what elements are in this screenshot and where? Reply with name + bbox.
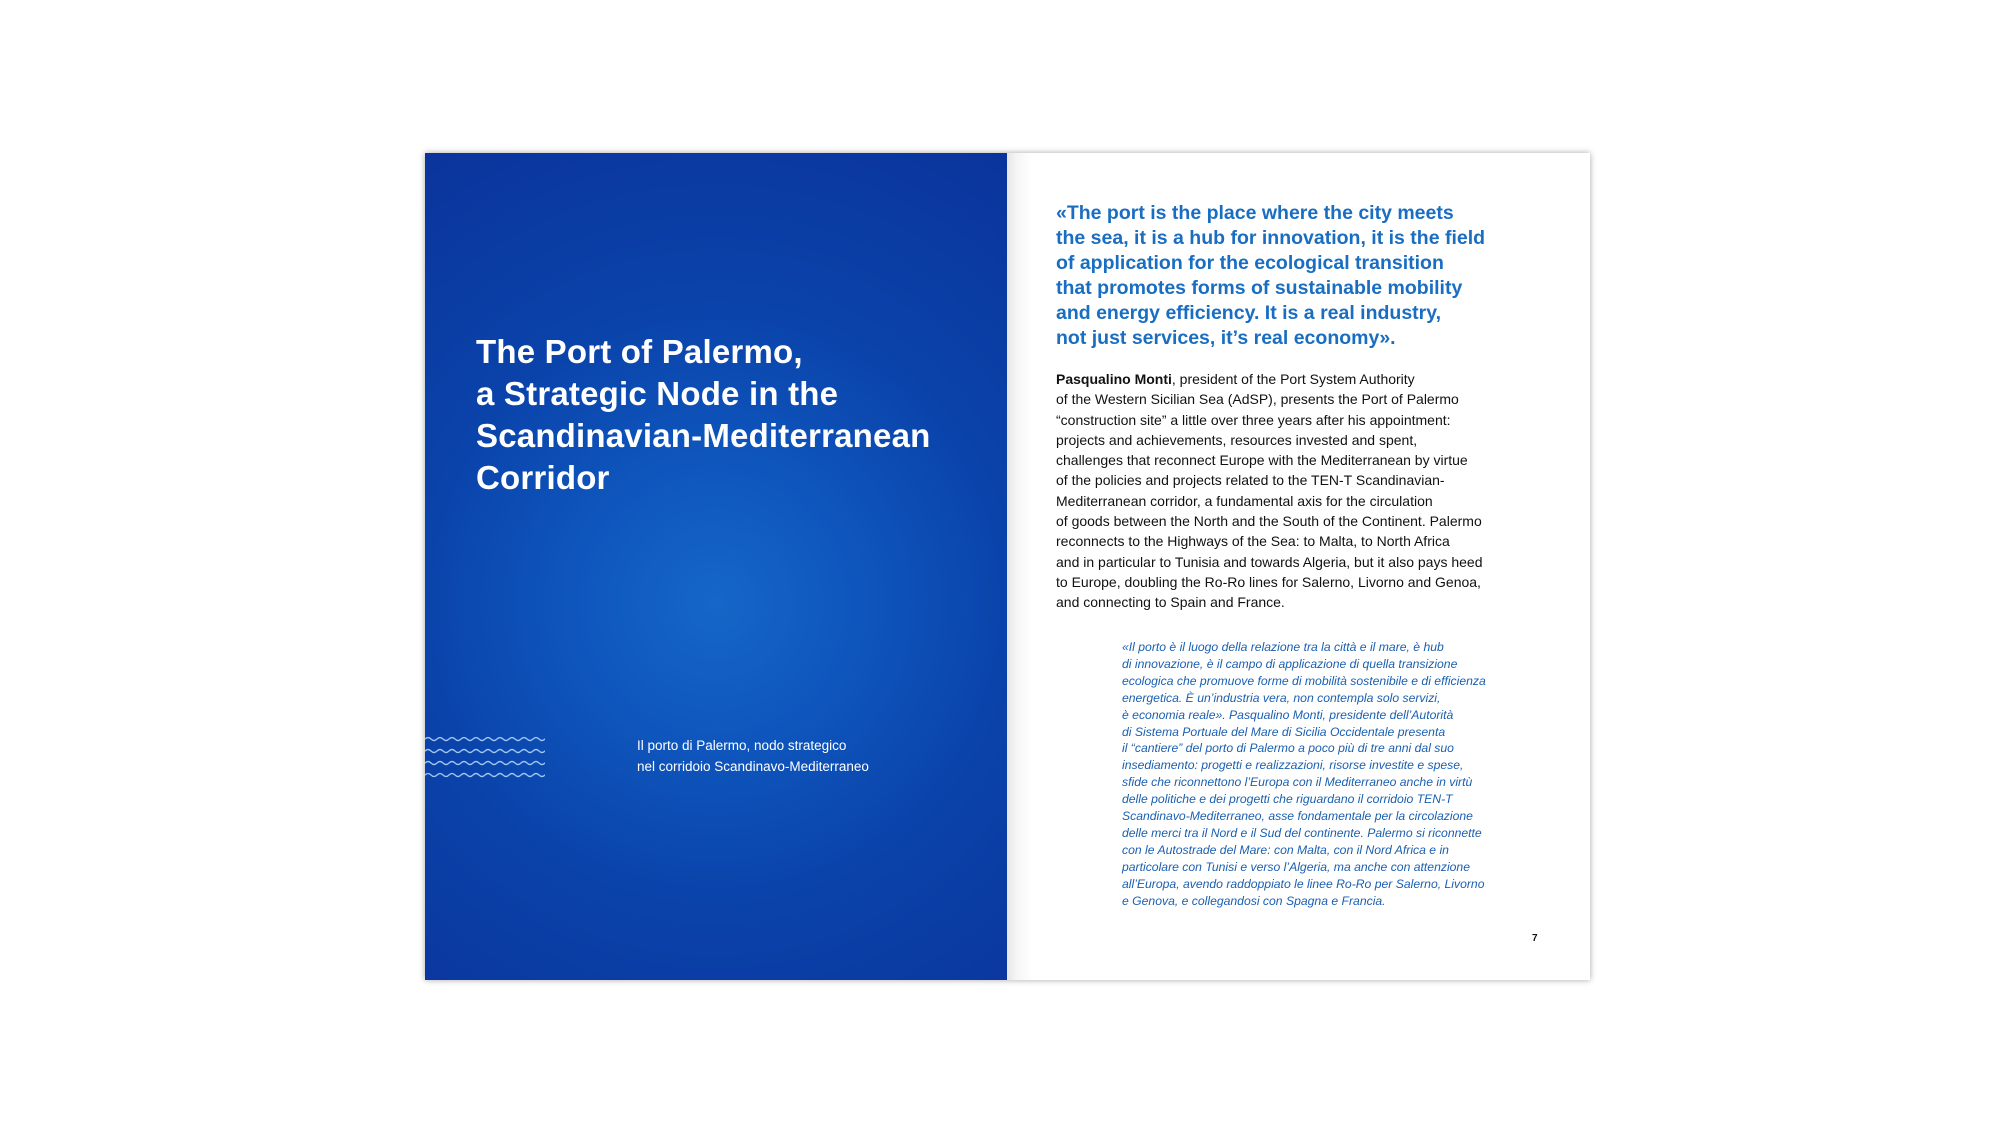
- italian-line: ecologica che promuove forme di mobilità sostenibile e di efficienza: [1122, 673, 1486, 688]
- author-name: Pasqualino Monti: [1056, 371, 1172, 387]
- quote-line: and energy efficiency. It is a real industry,: [1056, 302, 1442, 324]
- subtitle-line: nel corridoio Scandinavo-Mediterraneo: [637, 759, 869, 774]
- title-line: Corridor: [476, 459, 610, 496]
- title-line: Scandinavian-Mediterranean: [476, 417, 931, 454]
- italian-line: Scandinavo-Mediterraneo, asse fondamentale per la circolazione: [1122, 809, 1473, 824]
- title-line: a Strategic Node in the: [476, 375, 839, 412]
- italian-line: particolare con Tunisi e verso l’Algeria, ma anche con attenzione: [1122, 859, 1470, 874]
- body-line: “construction site” a little over three years after his appointment:: [1056, 411, 1451, 428]
- italian-translation: [1122, 639, 1562, 910]
- body-line: and in particular to Tunisia and towards Algeria, but it also pays heed: [1056, 553, 1483, 570]
- page-number: 7: [1532, 933, 1538, 944]
- body-line: challenges that reconnect Europe with the Mediterranean by virtue: [1056, 452, 1468, 469]
- italian-line: insediamento: progetti e realizzazioni, risorse investite e spese,: [1122, 758, 1464, 773]
- italian-line: e Genova, e collegandosi con Spagna e Francia.: [1122, 893, 1386, 908]
- subtitle-line: Il porto di Palermo, nodo strategico: [637, 738, 847, 753]
- italian-subtitle: [637, 735, 937, 777]
- title-line: The Port of Palermo,: [476, 333, 803, 370]
- body-line: of the policies and projects related to the TEN-T Scandinavian-: [1056, 472, 1445, 489]
- wave-lines-icon: [425, 736, 545, 780]
- italian-line: energetica. È un’industria vera, non contempla solo servizi,: [1122, 690, 1441, 705]
- italian-line: delle politiche e dei progetti che riguardano il corridoio TEN-T: [1122, 792, 1453, 807]
- quote-line: the sea, it is a hub for innovation, it is the field: [1056, 227, 1486, 249]
- italian-line: all’Europa, avendo raddoppiato le linee Ro-Ro per Salerno, Livorno: [1122, 876, 1485, 891]
- body-line: of the Western Sicilian Sea (AdSP), presents the Port of Palermo: [1056, 391, 1459, 408]
- italian-line: sfide che riconnettono l’Europa con il Mediterraneo anche in virtù: [1122, 775, 1473, 790]
- italian-line: di innovazione, è il campo di applicazione di quella transizione: [1122, 656, 1458, 671]
- body-line: , president of the Port System Authority: [1171, 371, 1415, 387]
- quote-line: of application for the ecological transition: [1056, 252, 1444, 274]
- italian-line: è economia reale». Pasqualino Monti, presidente dell’Autorità: [1122, 707, 1454, 722]
- left-page: [425, 153, 1007, 980]
- body-paragraph: [1056, 369, 1566, 613]
- brochure-spread: [425, 153, 1590, 980]
- italian-line: «Il porto è il luogo della relazione tra la città e il mare, è hub: [1122, 640, 1444, 654]
- pull-quote: [1056, 201, 1556, 351]
- body-line: Mediterranean corridor, a fundamental axis for the circulation: [1056, 492, 1433, 509]
- italian-line: di Sistema Portuale del Mare di Sicilia Occidentale presenta: [1122, 724, 1446, 739]
- body-line: reconnects to the Highways of the Sea: to Malta, to North Africa: [1056, 533, 1450, 550]
- quote-line: not just services, it’s real economy».: [1056, 327, 1396, 349]
- body-line: and connecting to Spain and France.: [1056, 594, 1285, 611]
- italian-line: delle merci tra il Nord e il Sud del continente. Palermo si riconnette: [1122, 825, 1482, 840]
- page-title: [476, 331, 981, 499]
- italian-line: con le Autostrade del Mare: con Malta, con il Nord Africa e in: [1122, 842, 1449, 857]
- body-line: to Europe, doubling the Ro-Ro lines for Salerno, Livorno and Genoa,: [1056, 573, 1481, 590]
- right-page: [1007, 153, 1590, 980]
- quote-line: «The port is the place where the city meets: [1056, 202, 1454, 224]
- quote-line: that promotes forms of sustainable mobility: [1056, 277, 1463, 299]
- body-line: of goods between the North and the South of the Continent. Palermo: [1056, 513, 1482, 530]
- body-line: projects and achievements, resources invested and spent,: [1056, 431, 1418, 448]
- italian-line: il “cantiere” del porto di Palermo a poco più di tre anni dal suo: [1122, 741, 1454, 756]
